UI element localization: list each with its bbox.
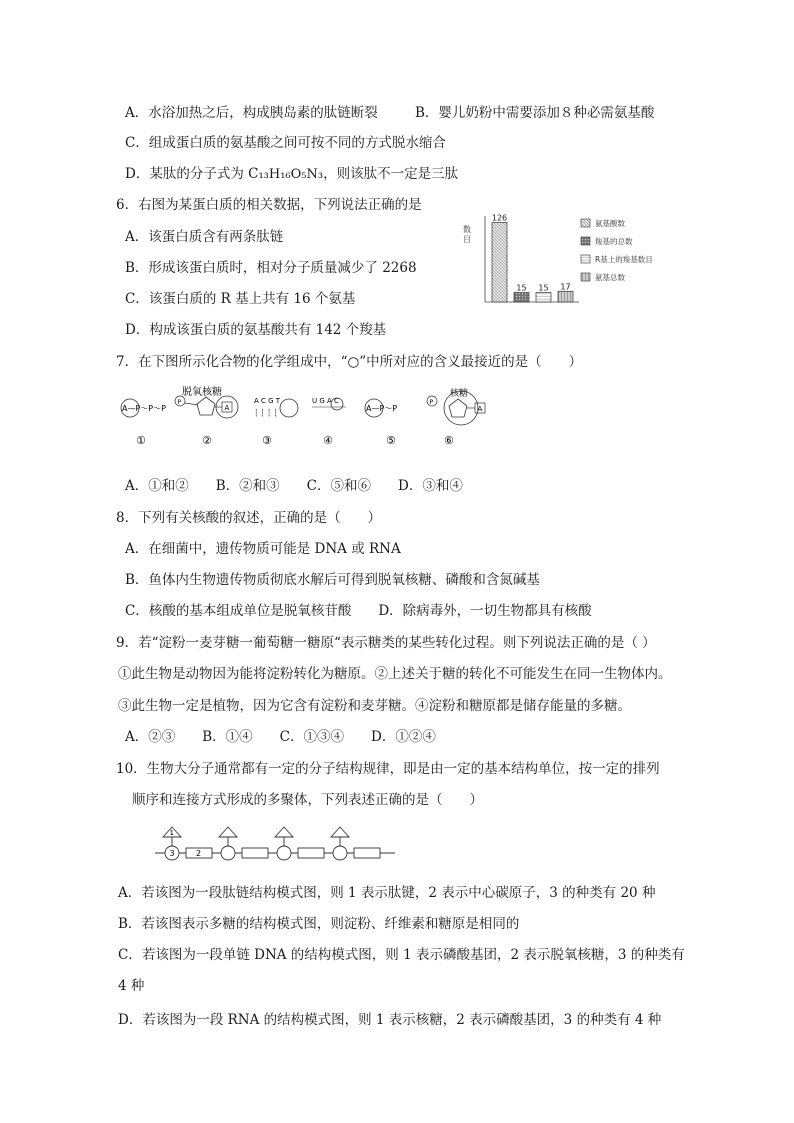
fig10-triangle-3 xyxy=(275,827,293,837)
fig10-rect-4 xyxy=(354,848,380,858)
q5-option-c: C．组成蛋白质的氨基酸之间可按不同的方式脱水缩合 xyxy=(125,135,446,151)
chart-data-label-2: 15 xyxy=(516,283,527,293)
q9-statements-1: ①此生物是动物因为能将淀粉转化为糖原。②上述关于糖的转化不可能发生在同一生物体内。 xyxy=(118,666,672,682)
fig7-base-6-label: A xyxy=(477,405,483,413)
fig10-rect-3 xyxy=(298,848,324,858)
fig10-label-2: 2 xyxy=(196,849,202,858)
fig10-triangle-2 xyxy=(219,827,237,837)
fig7-row-3b: ┆ ┆ ┆ ┆ xyxy=(254,409,278,417)
q9-statements-2: ③此生物一定是植物，因为它含有淀粉和麦芽糖。④淀粉和糖原都是储存能量的多糖。 xyxy=(118,698,631,714)
chart-bar-4 xyxy=(558,291,573,302)
q6-option-b: B．形成该蛋白质时，相对分子质量减少了 2268 xyxy=(125,260,417,276)
q10-stem-line2: 顺序和连接方式形成的多聚体，下列表述正确的是（ ） xyxy=(132,792,483,808)
q5-option-d-formula: ₁₃H₁₆O₅N₃ xyxy=(258,167,324,182)
q8-option-b: B．鱼体内生物遗传物质彻底水解后可得到脱氧核糖、磷酸和含氮碱基 xyxy=(125,572,540,588)
chart-legend-swatch-2 xyxy=(581,237,590,245)
q5-option-d-prefix: D．某肽的分子式为 C xyxy=(125,166,259,182)
q10-option-c-line2: 4 种 xyxy=(118,978,145,994)
fig7-p-2: P xyxy=(177,399,182,406)
chart-legend-label-4: 氨基总数 xyxy=(595,273,625,282)
fig7-row-4: U G A C xyxy=(312,397,339,405)
protein-data-chart xyxy=(455,208,695,308)
fig7-structure-5: A—P～P xyxy=(366,404,398,413)
fig10-circle-4 xyxy=(333,846,347,860)
fig7-num-1: ① xyxy=(136,434,146,447)
fig7-num-5: ⑤ xyxy=(386,434,396,447)
chart-bar-1 xyxy=(492,223,507,302)
chart-legend-label-2: 羧基的总数 xyxy=(595,237,633,246)
q6-option-a: A．该蛋白质含有两条肽链 xyxy=(125,229,284,245)
chart-bar-2 xyxy=(514,293,529,302)
q9-stem: 9．若“淀粉一麦芽糖一葡萄糖一糖原“表示糖类的某些转化过程。则下列说法正确的是（ ） xyxy=(116,635,656,651)
chart-legend-swatch-4 xyxy=(581,273,590,281)
fig7-deoxyribose-label: 脱氧核糖 xyxy=(182,387,222,398)
fig7-base-2-label: A xyxy=(224,404,230,412)
chart-legend-swatch-3 xyxy=(581,255,590,263)
q6-option-d: D．构成该蛋白质的氨基酸共有 142 个羧基 xyxy=(125,322,387,338)
q6-stem: 6．右图为某蛋白质的相关数据，下列说法正确的是 xyxy=(116,197,422,213)
chart-data-label-3: 15 xyxy=(538,283,549,293)
chart-legend-swatch-1 xyxy=(581,219,590,227)
fig7-pentagon-6 xyxy=(449,399,467,417)
fig7-num-4: ④ xyxy=(323,434,333,447)
fig10-label-3: 3 xyxy=(169,849,175,858)
q5-option-d xyxy=(125,165,458,184)
chart-legend-label-3: R基上的羧基数目 xyxy=(595,255,653,264)
q8-option-cd: C．核酸的基本组成单位是脱氧核苷酸 D．除病毒外，一切生物都具有核酸 xyxy=(125,603,592,619)
fig10-rect-2 xyxy=(242,848,268,858)
q5-option-b: B．婴儿奶粉中需要添加８种必需氨基酸 xyxy=(415,105,655,121)
q10-option-a: A．若该图为一段肽链结构模式图，则 1 表示肽键，2 表示中心碳原子，3 的种类有 20 种 xyxy=(118,885,656,901)
q5-option-a: A．水浴加热之后，构成胰岛素的肽链断裂 xyxy=(125,105,378,121)
q9-options: A．②③ B．①④ C．①③④ D．①②④ xyxy=(125,729,436,745)
q6-option-c: C．该蛋白质的 R 基上共有 16 个氨基 xyxy=(125,291,356,307)
fig7-circle-3 xyxy=(280,399,298,417)
fig7-structure-1: A—P～P～P xyxy=(122,404,166,413)
fig7-num-2: ② xyxy=(202,434,212,447)
fig7-row-3: A C G T xyxy=(254,397,281,405)
fig10-triangle-4 xyxy=(331,827,349,837)
q7-figure xyxy=(118,383,518,453)
chart-data-label-1: 126 xyxy=(491,213,508,223)
q10-option-c-line1: C．若该图为一段单链 DNA 的结构模式图，则 1 表示磷酸基团，2 表示脱氧核糖，3 的种类有 xyxy=(118,947,685,963)
q7-options: A．①和② B．②和③ C．⑤和⑥ D．③和④ xyxy=(125,478,463,494)
q10-option-d: D．若该图为一段 RNA 的结构模式图，则 1 表示核糖，2 表示磷酸基团，3 的种类有 4 种 xyxy=(118,1012,662,1028)
fig7-bond-2a xyxy=(185,403,198,405)
q10-stem-line1: 10．生物大分子通常都有一定的分子结构规律，即是由一定的基本结构单位，按一定的排列 xyxy=(116,761,660,777)
fig7-p-6: P xyxy=(429,399,434,406)
q8-stem: 8．下列有关核酸的叙述，正确的是（ ） xyxy=(116,510,382,526)
chart-data-label-4: 17 xyxy=(560,282,571,292)
fig10-label-1: 1 xyxy=(169,829,174,837)
q5-option-d-suffix: ，则该肽不一定是三肽 xyxy=(323,166,459,182)
q7-stem: 7．在下图所示化合物的化学组成中，“○”中所对应的含义最接近的是（ ） xyxy=(116,354,583,370)
fig7-ribose-label: 核糖 xyxy=(450,389,469,399)
fig10-circle-3 xyxy=(277,846,291,860)
q10-option-b: B．若该图表示多糖的结构模式图，则淀粉、纤维素和糖原是相同的 xyxy=(118,916,520,932)
q10-polymer-figure xyxy=(150,825,400,867)
chart-bar-3 xyxy=(536,293,551,302)
fig7-num-3: ③ xyxy=(262,434,272,447)
q8-option-a: A．在细菌中，遗传物质可能是 DNA 或 RNA xyxy=(125,541,401,557)
fig7-pentagon-2 xyxy=(197,397,215,415)
chart-legend-label-1: 氨基酸数 xyxy=(595,219,625,228)
chart-ylabel: 数目 xyxy=(463,225,471,244)
fig7-num-6: ⑥ xyxy=(444,434,454,447)
fig10-circle-2 xyxy=(221,846,235,860)
